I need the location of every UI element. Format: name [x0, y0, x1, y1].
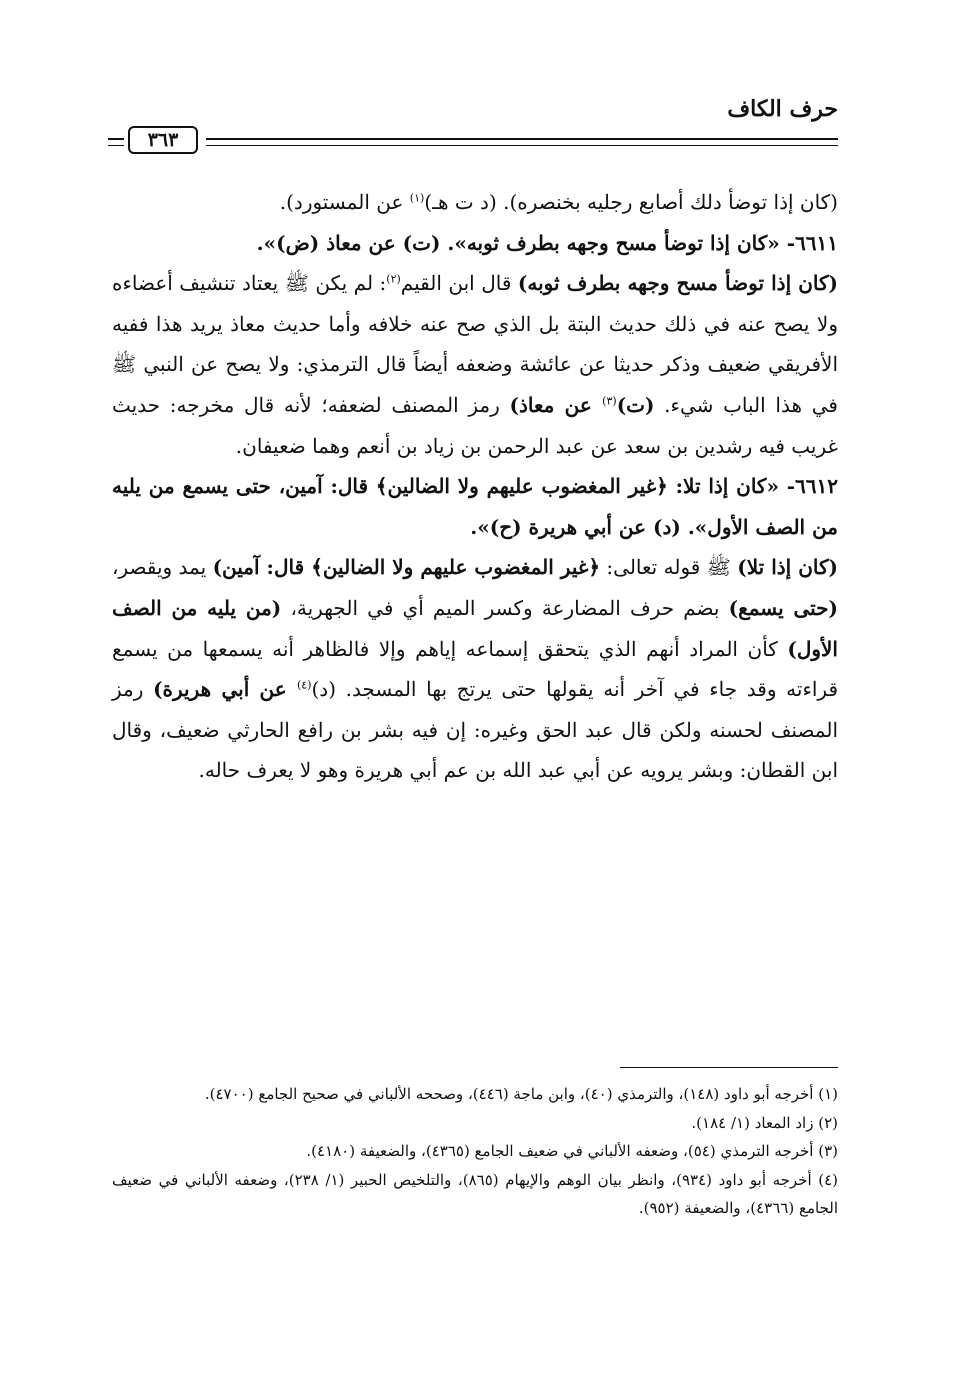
footnote-separator [620, 1067, 838, 1068]
chapter-title: حرف الكاف [727, 96, 838, 122]
bold-span: عن معاذ) [509, 392, 603, 417]
text-span: رمز المصنف لضعفه؛ لأنه قال مخرجه: حديث غريب فيه رشدين بن سعد عن عبد الرحمن بن زياد بن أنعم وهما ضعيفان. [112, 392, 838, 458]
footnote-3: (٣) أخرجه الترمذي (٥٤)، وضعفه الألباني في ضعيف الجامع (٤٣٦٥)، والضعيفة (٤١٨٠). [306, 1142, 838, 1160]
bold-span: (ت) [616, 392, 655, 417]
bold-span: ﴿غير المغضوب عليهم ولا الضالين﴾ قال: آمين) [212, 555, 601, 580]
footnote-ref-1: (١) [409, 191, 425, 205]
text-span: ﷺ قوله تعالى: [600, 555, 738, 580]
text-span: رمز المصنف لحسنه ولكن قال عبد الحق وغيره: إن فيه بشر بن رافع الحارثي ضعيف، وقال ابن القطان: وبشر يرويه عن أبي عبد الله بن عم أبي هريرة وهو لا يعرف حاله. [112, 677, 838, 783]
footnote-4: (٤) أخرجه أبو داود (٩٣٤)، وانظر بيان الوهم والإيهام (٨٦٥)، والتلخيص الحبير (١/ ٢٣٨)، وضعفه الألباني في ضعيف الجامع (٤٣٦٦)، والضعيفة (٩٥٢). [112, 1170, 838, 1217]
hadith-text: ٦٦١١- «كان إذا توضأ مسح وجهه بطرف ثوبه». (ت) عن معاذ (ض)». [256, 230, 838, 255]
text-span: عن المستورد). [279, 190, 410, 214]
text-span: بضم حرف المضارعة وكسر الميم أي في الجهرية، [281, 595, 729, 620]
paragraph-commentary-3 [112, 547, 838, 791]
footnote-ref-2: (٢) [386, 272, 401, 286]
hadith-6611 [112, 223, 838, 264]
header-rule-left [108, 138, 124, 146]
hadith-text: ٦٦١٢- «كان إذا تلا: ﴿غير المغضوب عليهم ولا الضالين﴾ قال: آمين، حتى يسمع من يليه من الصف الأول». (د) عن أبي هريرة (ح)». [112, 474, 838, 539]
footnote-ref-4: (٤) [296, 678, 312, 692]
text-span: قال ابن القيم [400, 271, 518, 296]
main-text [112, 182, 838, 791]
paragraph-commentary-2 [112, 263, 838, 466]
text-span: يمد ويقصر، [112, 555, 213, 580]
text-span: (كان إذا توضأ دلك أصابع رجليه بخنصره). (د ت هـ) [424, 190, 838, 214]
bold-span: (كان إذا تلا) [737, 555, 838, 580]
bold-span: (حتى يسمع) [728, 595, 838, 620]
bold-span: (من يليه من الصف الأول) [112, 595, 838, 661]
hadith-6612 [112, 466, 838, 547]
footnote-1: (١) أخرجه أبو داود (١٤٨)، والترمذي (٤٠)، وابن ماجة (٤٤٦)، وصححه الألباني في صحيح الجامع (٤٧٠٠). [204, 1085, 838, 1103]
footnote-2: (٢) زاد المعاد (١/ ١٨٤). [691, 1113, 838, 1132]
text-span: : لم يكن ﷺ يعتاد تنشيف أعضاءه ولا يصح عنه في ذلك حديث البتة بل الذي صح عنه خلافه وأما حديث معاذ يريد هذا ففيه الأفريقي ضعيف وذكر حديثا عن عائشة وضعفه أيضاً قال الترمذي: ولا يصح عن النبي ﷺ في هذا الباب شيء. [112, 271, 838, 417]
bold-span: (كان إذا توضأ مسح وجهه بطرف ثوبه) [517, 271, 838, 296]
bold-span: عن أبي هريرة) [153, 677, 297, 702]
footnotes [112, 1080, 838, 1223]
paragraph-commentary-1 [112, 182, 838, 223]
footnote-ref-3: (٣) [602, 394, 617, 408]
page-number: ٣٦٣ [128, 126, 198, 154]
header-rule [206, 138, 838, 146]
text-span: كأن المراد أنهم الذي يتحقق إسماعه إياهم وإلا فالظاهر أنه يسمعها من يسمع قراءته وقد جاء في آخر أنه يقولها حتى يرتج بها المسجد. (د) [112, 636, 839, 702]
